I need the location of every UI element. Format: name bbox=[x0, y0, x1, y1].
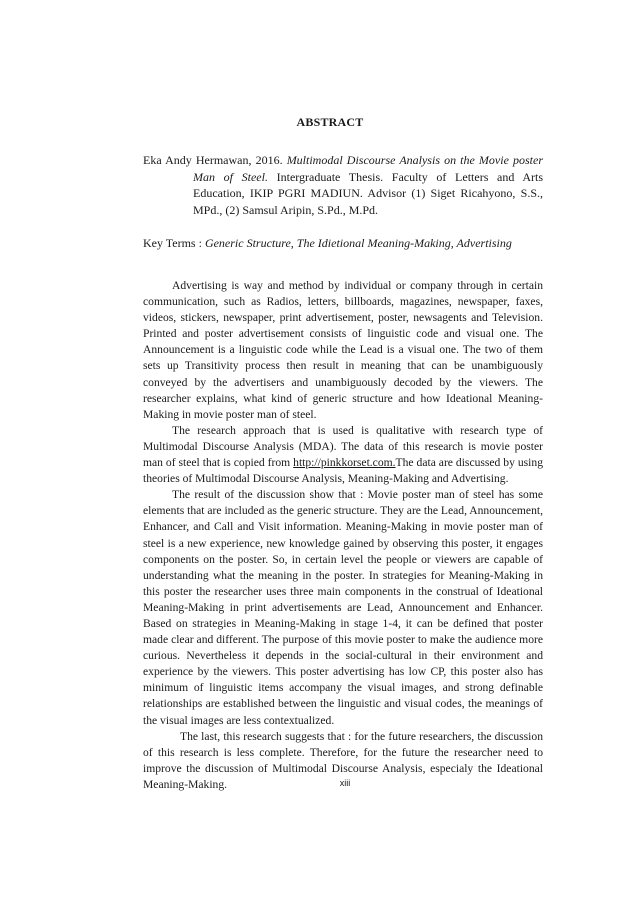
key-terms-list: Generic Structure, The Idietional Meaning-Making, Advertising bbox=[204, 236, 512, 250]
citation-indented-lines bbox=[143, 169, 543, 219]
source-link[interactable]: http://pinkkorset.com. bbox=[293, 456, 396, 470]
page-number: xiii bbox=[339, 778, 351, 788]
paragraph-2 bbox=[143, 423, 543, 487]
citation-thesis-info: Intergraduate Thesis. Faculty of Letters and Arts bbox=[276, 169, 543, 184]
paragraph-4: The last, this research suggests that : for the future researchers, the discussion of this research is less complete. Therefore, for the future the researcher need to improve the discussion of Multimodal Discourse Analysis, especialy the Ideational Meaning-Making. bbox=[143, 729, 543, 791]
citation-line-2 bbox=[193, 169, 543, 186]
abstract-body bbox=[143, 278, 543, 793]
paragraph-2-text-a: The research approach that is used is qualitative with research type of Multimodal Discourse Analysis (MDA). The data of this research is movie poster man of steel that is copied from bbox=[143, 423, 543, 470]
paragraph-2-text-b: The data are discussed by using theories of Multimodal Discourse Analysis, Meaning-Making and Advertising. bbox=[143, 456, 543, 486]
paragraph-1: Advertising is way and method by individual or company through in certain communication, such as Radios, letters, billboards, magazines, newspaper, faxes, videos, stickers, newspaper, print advertisement, poster, newsagents and Television. Printed and poster advertisement consists of linguistic code and visual one. The Announcement is a linguistic code while the Lead is a visual one. The two of them sets up Transitivity process then result in meaning that can be unambiguously conveyed by the advertisers and unambiguously decoded by the viewers. The researcher explains, what kind of generic structure and how Ideational Meaning-Making in movie poster man of steel. bbox=[143, 279, 543, 421]
citation-title-part-2: Man of Steel. bbox=[193, 169, 268, 184]
citation-block bbox=[143, 152, 543, 218]
abstract-title: ABSTRACT bbox=[296, 115, 364, 129]
paragraph-3: The result of the discussion show that : Movie poster man of steel has some elements that are included as the generic structure. They are the Lead, Announcement, Enhancer, and Call and Visit information. Meaning-Making in movie poster man of steel is a new experience, new knowledge gained by observing this poster, it engages components on the poster. So, in certain level the people or viewers are capable of understanding what the meaning in the poster. In strategies for Meaning-Making in this poster the researcher uses three main components in the construal of Ideational Meaning-Making in print advertisements are Lead, Announcement and Enhancer. Based on strategies in Meaning-Making in stage 1-4, it can be defined that poster made clear and different. The purpose of this movie poster to make the audience more curious. Nevertheless it depends in the social-cultural in their environment and experience by the viewers. This poster advertising has low CP, this poster also has minimum of linguistic items accompany the visual images, and strong definable relationships are established between the linguistic and visual codes, the meanings of the visual images are less contextualized. bbox=[143, 488, 543, 727]
citation-line-4: MPd., (2) Samsul Aripin, S.Pd., M.Pd. bbox=[193, 202, 379, 217]
key-terms bbox=[143, 235, 543, 251]
citation-line-1 bbox=[143, 152, 543, 169]
citation-author-year: Eka Andy Hermawan, 2016. bbox=[143, 153, 283, 167]
key-terms-label: Key Terms : bbox=[143, 236, 202, 250]
citation-line-3: Education, IKIP PGRI MADIUN. Advisor (1) Siget Ricahyono, S.S., bbox=[193, 186, 543, 201]
citation-title-part-1: Multimodal Discourse Analysis on the Movie poster bbox=[286, 153, 543, 167]
